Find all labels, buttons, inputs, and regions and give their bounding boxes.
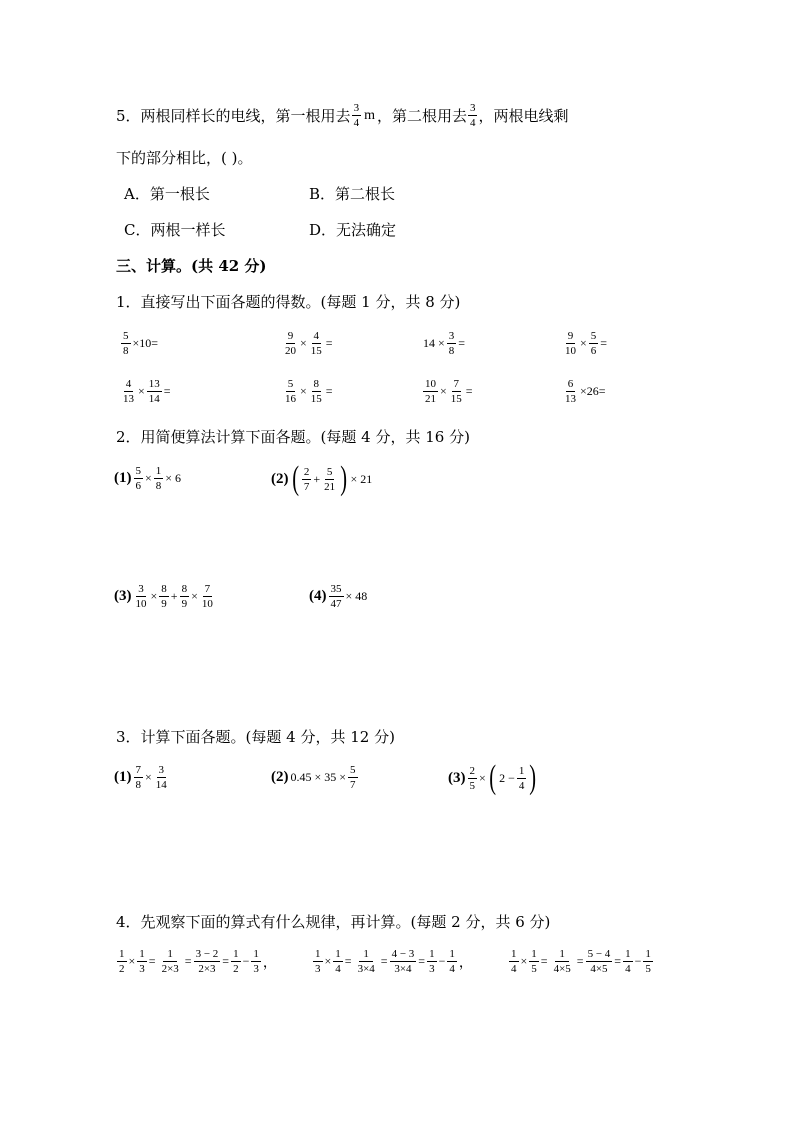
- fraction: [251, 948, 261, 975]
- math-operator: =: [184, 954, 192, 968]
- numerator: 1: [511, 948, 517, 960]
- numerator: 3: [138, 583, 144, 595]
- math-operator: ×26=: [580, 384, 606, 398]
- numerator: 1: [555, 948, 569, 962]
- math-operator: =: [163, 384, 171, 398]
- math-operator: =: [418, 954, 426, 968]
- parenthesis: ): [340, 460, 348, 497]
- math-operator: =: [222, 954, 230, 968]
- fraction: [348, 764, 358, 791]
- math-operator: ×: [440, 384, 447, 398]
- numerator: 9: [287, 330, 294, 342]
- math-operator: =: [458, 336, 466, 350]
- fraction: [333, 948, 343, 975]
- denominator: 3×4: [394, 963, 412, 975]
- p2-expr-2: [271, 462, 373, 496]
- item-label: (3): [448, 769, 466, 786]
- fraction: [447, 330, 457, 357]
- fraction: [322, 466, 337, 493]
- denominator: 3: [139, 963, 145, 975]
- parenthesis: (: [291, 460, 299, 497]
- q5-option-b[interactable]: [309, 184, 395, 204]
- denominator: 47: [330, 598, 342, 610]
- p1-r1-expr-3: [422, 330, 466, 357]
- denominator: 7: [303, 480, 310, 493]
- denominator: 13: [123, 393, 134, 405]
- fraction: [134, 764, 144, 791]
- numerator: 1: [518, 764, 525, 777]
- fraction: [449, 378, 464, 405]
- numerator: 4: [313, 330, 320, 342]
- fraction: [147, 378, 162, 405]
- fraction: [231, 948, 241, 975]
- math-operator: ×: [138, 384, 145, 398]
- option-text: ．第二根长: [320, 185, 396, 203]
- numerator: 8: [161, 583, 167, 595]
- fraction: [137, 948, 147, 975]
- math-operator: −: [242, 954, 250, 968]
- denominator: 14: [148, 393, 160, 405]
- numerator: 1: [429, 948, 435, 960]
- fraction: [423, 378, 438, 405]
- numerator: 1: [233, 948, 239, 960]
- numerator: 5: [123, 330, 129, 342]
- denominator: 8: [135, 779, 141, 791]
- p4-pattern-2: [312, 948, 474, 975]
- item-label: (1): [114, 769, 132, 785]
- p3-expr-1: [114, 764, 170, 791]
- denominator: 4: [335, 963, 341, 975]
- numerator: 5 − 4: [587, 948, 611, 960]
- denominator: 3: [315, 963, 321, 975]
- numerator: 5: [326, 465, 333, 478]
- fraction: [159, 583, 169, 610]
- p4-pattern-3: [508, 948, 654, 975]
- math-operator: ×: [300, 384, 307, 398]
- numerator: 1: [531, 948, 537, 960]
- option-text: ．无法确定: [321, 221, 397, 239]
- numerator: 1: [625, 948, 631, 960]
- fraction: [121, 378, 136, 405]
- fraction: [134, 465, 144, 492]
- part-3-title: 3．计算下面各题。(每题 4 分，共 12 分): [116, 728, 395, 746]
- numerator: 2: [469, 764, 475, 777]
- numerator: 8: [181, 583, 188, 595]
- numerator: 1: [139, 948, 145, 960]
- numerator: 6: [567, 378, 574, 390]
- part-1-title: 1．直接写出下面各题的得数。(每题 1 分，共 8 分): [116, 293, 461, 311]
- p1-r1-expr-4: [562, 330, 608, 357]
- denominator: 5: [531, 963, 537, 975]
- math-operator: × 48: [345, 589, 368, 603]
- numerator: 1: [335, 948, 341, 960]
- numerator: 1: [253, 948, 259, 960]
- q5-fraction-2: [468, 102, 478, 129]
- p1-r2-expr-3: [422, 378, 474, 405]
- denominator: 21: [425, 393, 436, 405]
- denominator: 4: [449, 963, 455, 975]
- numerator: 9: [567, 330, 574, 342]
- math-operator: 14 ×: [423, 336, 445, 350]
- section-3-heading: 三、计算。(共 42 分): [116, 257, 267, 275]
- math-operator: ×: [520, 954, 528, 968]
- denominator: 8: [123, 345, 129, 357]
- fraction: [529, 948, 539, 975]
- denominator: 4×5: [553, 963, 571, 975]
- numerator: 3: [469, 102, 476, 114]
- fraction: [354, 948, 379, 975]
- option-text: ．第一根长: [134, 185, 210, 203]
- denominator: 13: [565, 393, 576, 405]
- numerator: 1: [359, 948, 373, 962]
- fraction: [468, 765, 478, 792]
- math-operator: =: [325, 384, 333, 398]
- fraction: [154, 465, 164, 492]
- denominator: 21: [324, 480, 336, 493]
- denominator: 3: [253, 963, 259, 975]
- q5-line2: 下的部分相比，( )。: [116, 149, 253, 167]
- p1-r2-expr-1: [120, 378, 172, 405]
- denominator: 4: [518, 779, 525, 792]
- p2-expr-3: [114, 583, 216, 610]
- q5-unit: m: [364, 107, 375, 123]
- numerator: 5: [590, 330, 597, 342]
- fraction: [134, 583, 149, 610]
- fraction: [589, 330, 599, 357]
- p2-expr-4: [309, 583, 368, 610]
- q5-number: 5: [116, 106, 126, 125]
- math-operator: ×: [128, 954, 136, 968]
- fraction: [158, 948, 183, 975]
- math-operator: +: [170, 589, 178, 603]
- numerator: 3: [448, 330, 455, 342]
- p1-r2-expr-4: [562, 378, 607, 405]
- item-label: (4): [309, 588, 327, 604]
- math-operator: ×: [145, 770, 152, 784]
- denominator: 6: [135, 480, 141, 492]
- math-operator: =: [148, 954, 156, 968]
- math-operator: =: [465, 384, 473, 398]
- math-operator: −: [438, 954, 446, 968]
- option-text: D: [309, 221, 322, 239]
- denominator: 10: [565, 345, 576, 357]
- math-operator: =: [576, 954, 584, 968]
- math-operator: =: [380, 954, 388, 968]
- option-text: B: [309, 185, 321, 203]
- numerator: 3: [158, 764, 165, 776]
- math-operator: =: [600, 336, 608, 350]
- q5-line1: [116, 102, 568, 129]
- denominator: 9: [181, 598, 188, 610]
- denominator: 2×3: [198, 963, 216, 975]
- fraction: [154, 764, 169, 791]
- math-operator: × 6: [165, 471, 182, 485]
- denominator: 4: [469, 117, 476, 129]
- fraction: [550, 948, 575, 975]
- parenthesis: ): [529, 759, 537, 796]
- denominator: 16: [285, 393, 296, 405]
- math-operator: 2 −: [499, 770, 515, 785]
- denominator: 14: [155, 779, 167, 791]
- fraction: [643, 948, 653, 975]
- math-operator: ×: [150, 589, 158, 603]
- part-2-title: 2．用简便算法计算下面各题。(每题 4 分，共 16 分): [116, 428, 470, 446]
- math-operator: ×: [580, 336, 587, 350]
- numerator: 4: [125, 378, 132, 390]
- numerator: 1: [163, 948, 177, 962]
- numerator: 1: [645, 948, 651, 960]
- item-label: (2): [271, 769, 289, 785]
- numerator: 7: [135, 764, 141, 776]
- p2-expr-1: [114, 465, 182, 492]
- numerator: 5: [287, 378, 294, 390]
- numerator: 5: [135, 465, 141, 477]
- math-operator: =: [325, 336, 333, 350]
- fraction: [121, 330, 131, 357]
- numerator: 8: [313, 378, 320, 390]
- denominator: 7: [350, 779, 356, 791]
- fraction: [302, 466, 312, 493]
- item-label: (1): [114, 470, 132, 486]
- denominator: 15: [310, 393, 322, 405]
- fraction: [309, 330, 324, 357]
- p1-r1-expr-1: [120, 330, 159, 357]
- numerator: 1: [119, 948, 125, 960]
- fraction: [329, 583, 344, 610]
- math-operator: ×: [191, 589, 198, 603]
- numerator: 5: [350, 764, 356, 776]
- denominator: 6: [590, 345, 597, 357]
- q5-option-d[interactable]: [309, 220, 396, 240]
- fraction: [509, 948, 519, 975]
- math-operator: ×: [300, 336, 307, 350]
- fraction: [563, 330, 578, 357]
- numerator: 13: [148, 378, 160, 390]
- math-operator: ×: [145, 471, 152, 485]
- parenthesis: (: [489, 759, 496, 796]
- math-operator: =: [540, 954, 548, 968]
- denominator: 10: [201, 598, 213, 610]
- denominator: 3×4: [357, 963, 375, 975]
- denominator: 4: [625, 963, 631, 975]
- math-operator: +: [313, 471, 321, 486]
- item-label: (2): [271, 470, 289, 487]
- numerator: 35: [330, 583, 342, 595]
- numerator: 1: [155, 465, 162, 477]
- fraction: [180, 583, 190, 610]
- denominator: 9: [161, 598, 167, 610]
- math-operator: =: [614, 954, 622, 968]
- denominator: 8: [155, 480, 162, 492]
- fraction: [117, 948, 127, 975]
- numerator: 2: [303, 465, 310, 478]
- fraction: [563, 378, 578, 405]
- numerator: 3 − 2: [195, 948, 219, 960]
- p3-expr-3: [448, 761, 539, 795]
- option-text: ．两根一样长: [135, 221, 226, 239]
- numerator: 1: [449, 948, 455, 960]
- fraction: [283, 330, 298, 357]
- denominator: 8: [448, 345, 455, 357]
- denominator: 5: [645, 963, 651, 975]
- math-operator: =: [344, 954, 352, 968]
- p4-pattern-1: [116, 948, 278, 975]
- item-label: (3): [114, 588, 132, 604]
- math-operator: ×10=: [132, 336, 159, 350]
- q5-text-c: ，两根电线剩: [478, 106, 569, 125]
- option-text: C: [124, 221, 136, 239]
- numerator: 4 − 3: [391, 948, 415, 960]
- q5-fraction-1: [352, 102, 362, 129]
- fraction: [194, 948, 221, 975]
- p1-r1-expr-2: [282, 330, 334, 357]
- q5-text-b: ，第二根用去: [376, 106, 467, 125]
- math-operator: ，: [458, 955, 473, 971]
- denominator: 2×3: [161, 963, 179, 975]
- q5-option-c[interactable]: [124, 220, 226, 240]
- fraction: [623, 948, 633, 975]
- math-operator: ×: [324, 954, 332, 968]
- denominator: 20: [285, 345, 296, 357]
- fraction: [586, 948, 613, 975]
- denominator: 2: [119, 963, 125, 975]
- denominator: 4×5: [590, 963, 608, 975]
- math-operator: ×: [479, 770, 486, 785]
- denominator: 4: [511, 963, 517, 975]
- numerator: 3: [353, 102, 360, 114]
- fraction: [517, 765, 527, 792]
- numerator: 7: [204, 583, 211, 595]
- denominator: 4: [353, 117, 360, 129]
- fraction: [313, 948, 323, 975]
- q5-option-a[interactable]: [124, 184, 210, 204]
- fraction: [447, 948, 457, 975]
- fraction: [390, 948, 417, 975]
- fraction: [283, 378, 298, 405]
- denominator: 3: [429, 963, 435, 975]
- math-operator: 0.45 × 35 ×: [290, 770, 347, 784]
- fraction: [427, 948, 437, 975]
- math-operator: −: [634, 954, 642, 968]
- denominator: 5: [469, 779, 475, 792]
- denominator: 15: [310, 345, 322, 357]
- denominator: 2: [233, 963, 239, 975]
- denominator: 10: [135, 598, 147, 610]
- option-text: A: [124, 185, 135, 203]
- fraction: [309, 378, 324, 405]
- numerator: 7: [453, 378, 460, 390]
- part-4-title: 4．先观察下面的算式有什么规律，再计算。(每题 2 分，共 6 分): [116, 913, 551, 931]
- p1-r2-expr-2: [282, 378, 334, 405]
- math-operator: × 21: [350, 471, 373, 486]
- numerator: 10: [425, 378, 436, 390]
- math-operator: ，: [262, 955, 277, 971]
- denominator: 15: [450, 393, 462, 405]
- q5-text-a: ．两根同样长的电线，第一根用去: [125, 106, 351, 125]
- numerator: 1: [315, 948, 321, 960]
- fraction: [200, 583, 215, 610]
- p3-expr-2: [271, 764, 359, 791]
